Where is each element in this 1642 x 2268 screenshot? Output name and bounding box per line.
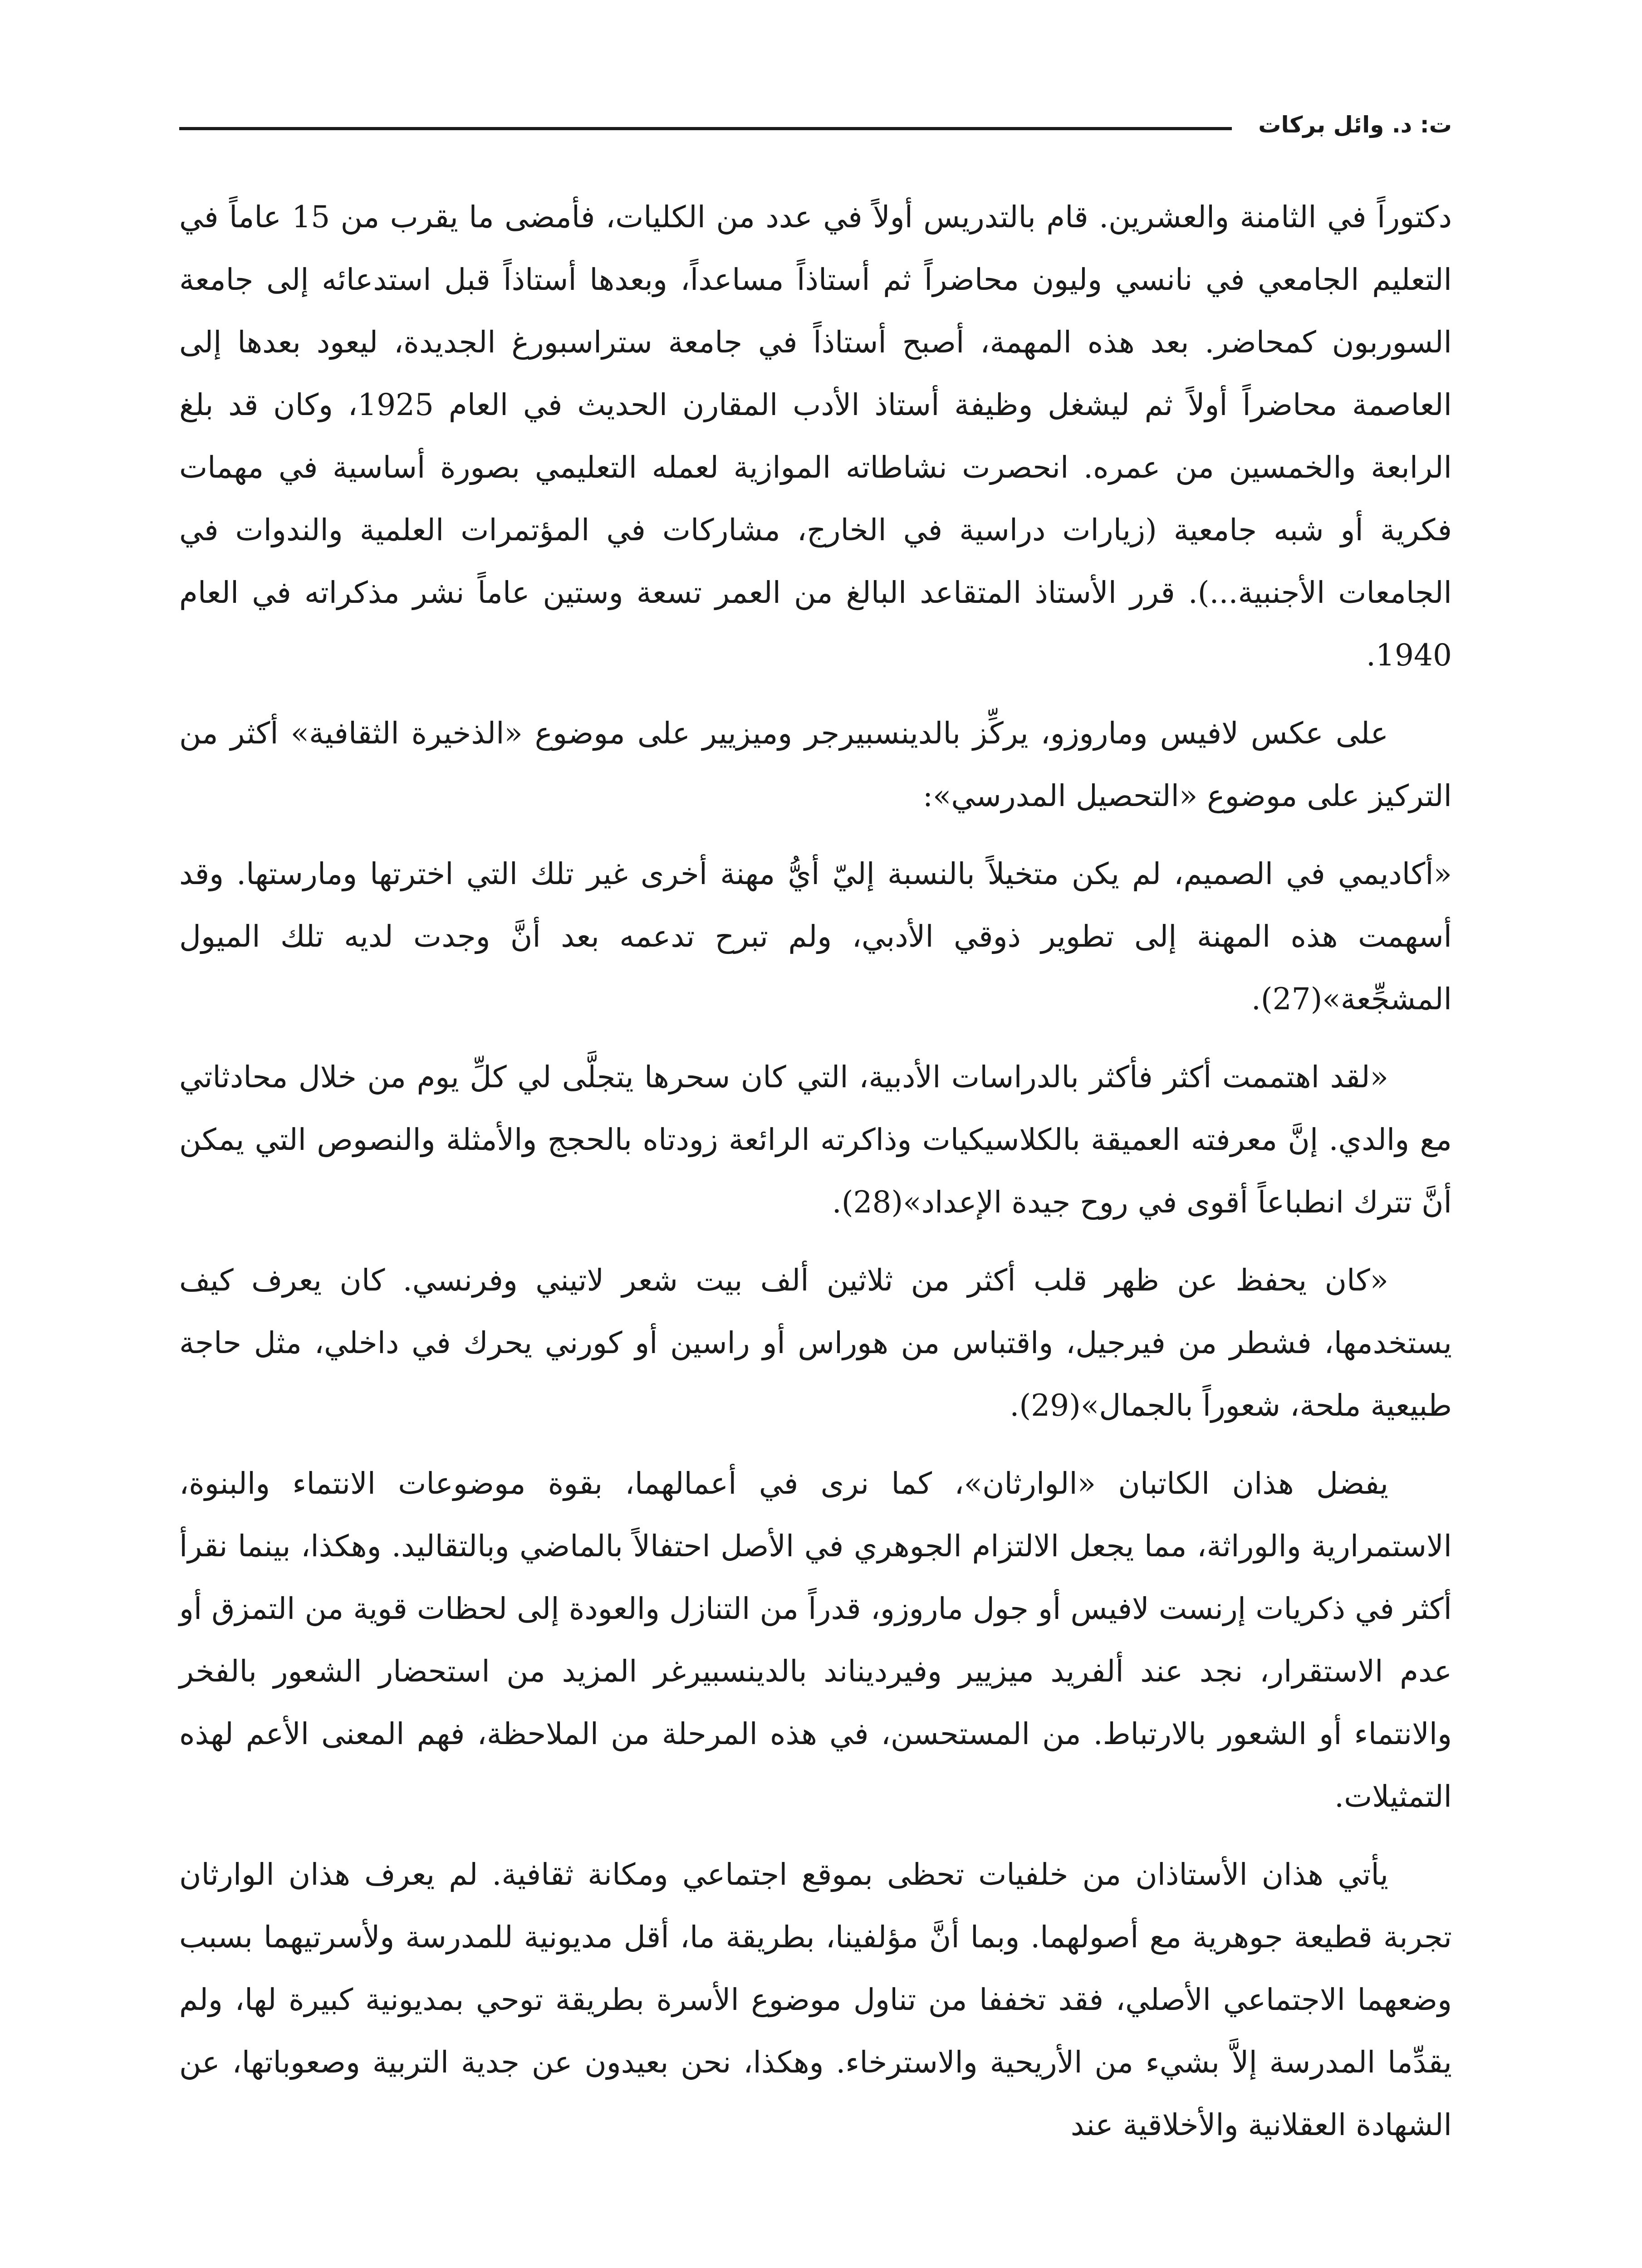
article-body [179,186,1452,2156]
running-header [179,104,1452,145]
quote-paragraph: «لقد اهتممت أكثر فأكثر بالدراسات الأدبية، التي كان سحرها يتجلَّى لي كلِّ يوم من خلال محادثاتي مع والدي. إنَّ معرفته العميقة بالكلاسيكيات وذاكرته الرائعة زودتاه بالحجج والأمثلة والنصوص التي يمكن أنَّ تترك انطباعاً أقوى في روح جيدة الإعداد»(28). [179,1060,1452,1220]
quote-paragraph: «كان يحفظ عن ظهر قلب أكثر من ثلاثين ألف بيت شعر لاتيني وفرنسي. كان يعرف كيف يستخدمها، فشطر من فيرجيل، واقتباس من هوراس أو راسين أو كورني يحرك في داخلي، مثل حاجة طبيعية ملحة، شعوراً بالجمال»(29). [179,1263,1452,1423]
header-author: ت: د. وائل بركات [1258,112,1452,138]
paragraph: دكتوراً في الثامنة والعشرين. قام بالتدريس أولاً في عدد من الكليات، فأمضى ما يقرب من 15 عاماً في التعليم الجامعي في نانسي وليون محاضراً ثم أستاذاً مساعداً، وبعدها أستاذاً قبل استدعائه إلى جامعة السوربون كمحاضر. بعد هذه المهمة، أصبح أستاذاً في جامعة ستراسبورغ الجديدة، ليعود بعدها إلى العاصمة محاضراً أولاً ثم ليشغل وظيفة أستاذ الأدب المقارن الحديث في العام 1925، وكان قد بلغ الرابعة والخمسين من عمره. انحصرت نشاطاته الموازية لعمله التعليمي بصورة أساسية في مهمات فكرية أو شبه جامعية (زيارات دراسية في الخارج، مشاركات في المؤتمرات العلمية والندوات في الجامعات الأجنبية...). قرر الأستاذ المتقاعد البالغ من العمر تسعة وستين عاماً نشر مذكراته في العام 1940. [179,200,1452,673]
paragraph: يأتي هذان الأستاذان من خلفيات تحظى بموقع اجتماعي ومكانة ثقافية. لم يعرف هذان الوارثان تجربة قطيعة جوهرية مع أصولهما. وبما أنَّ مؤلفينا، بطريقة ما، أقل مديونية للمدرسة ولأسرتيهما بسبب وضعهما الاجتماعي الأصلي، فقد تخففا من تناول موضوع الأسرة بطريقة توحي بمديونية كبيرة لها، ولم يقدِّما المدرسة إلاَّ بشيء من الأريحية والاسترخاء. وهكذا، نحن بعيدون عن جدية التربية وصعوباتها، عن الشهادة العقلانية والأخلاقية عند [179,1857,1452,2142]
header-rule [179,127,1232,130]
paragraph: يفضل هذان الكاتبان «الوارثان»، كما نرى في أعمالهما، بقوة موضوعات الانتماء والبنوة، الاستمرارية والوراثة، مما يجعل الالتزام الجوهري في الأصل احتفالاً بالماضي وبالتقاليد. وهكذا، بينما نقرأ أكثر في ذكريات إرنست لافيس أو جول ماروزو، قدراً من التنازل والعودة إلى لحظات قوية من التمزق أو عدم الاستقرار، نجد عند ألفريد ميزيير وفيرديناند بالدينسبيرغر المزيد من استحضار الشعور بالفخر والانتماء أو الشعور بالارتباط. من المستحسن، في هذه المرحلة من الملاحظة، فهم المعنى الأعم لهذه التمثيلات. [179,1466,1452,1814]
quote-paragraph: «أكاديمي في الصميم، لم يكن متخيلاً بالنسبة إليّ أيُّ مهنة أخرى غير تلك التي اخترتها ومارستها. وقد أسهمت هذه المهنة إلى تطوير ذوقي الأدبي، ولم تبرح تدعمه بعد أنَّ وجدت لديه تلك الميول المشجِّعة»(27). [179,856,1452,1017]
paragraph: على عكس لافيس وماروزو، يركِّز بالدينسبيرجر وميزيير على موضوع «الذخيرة الثقافية» أكثر من التركيز على موضوع «التحصيل المدرسي»: [179,716,1452,813]
